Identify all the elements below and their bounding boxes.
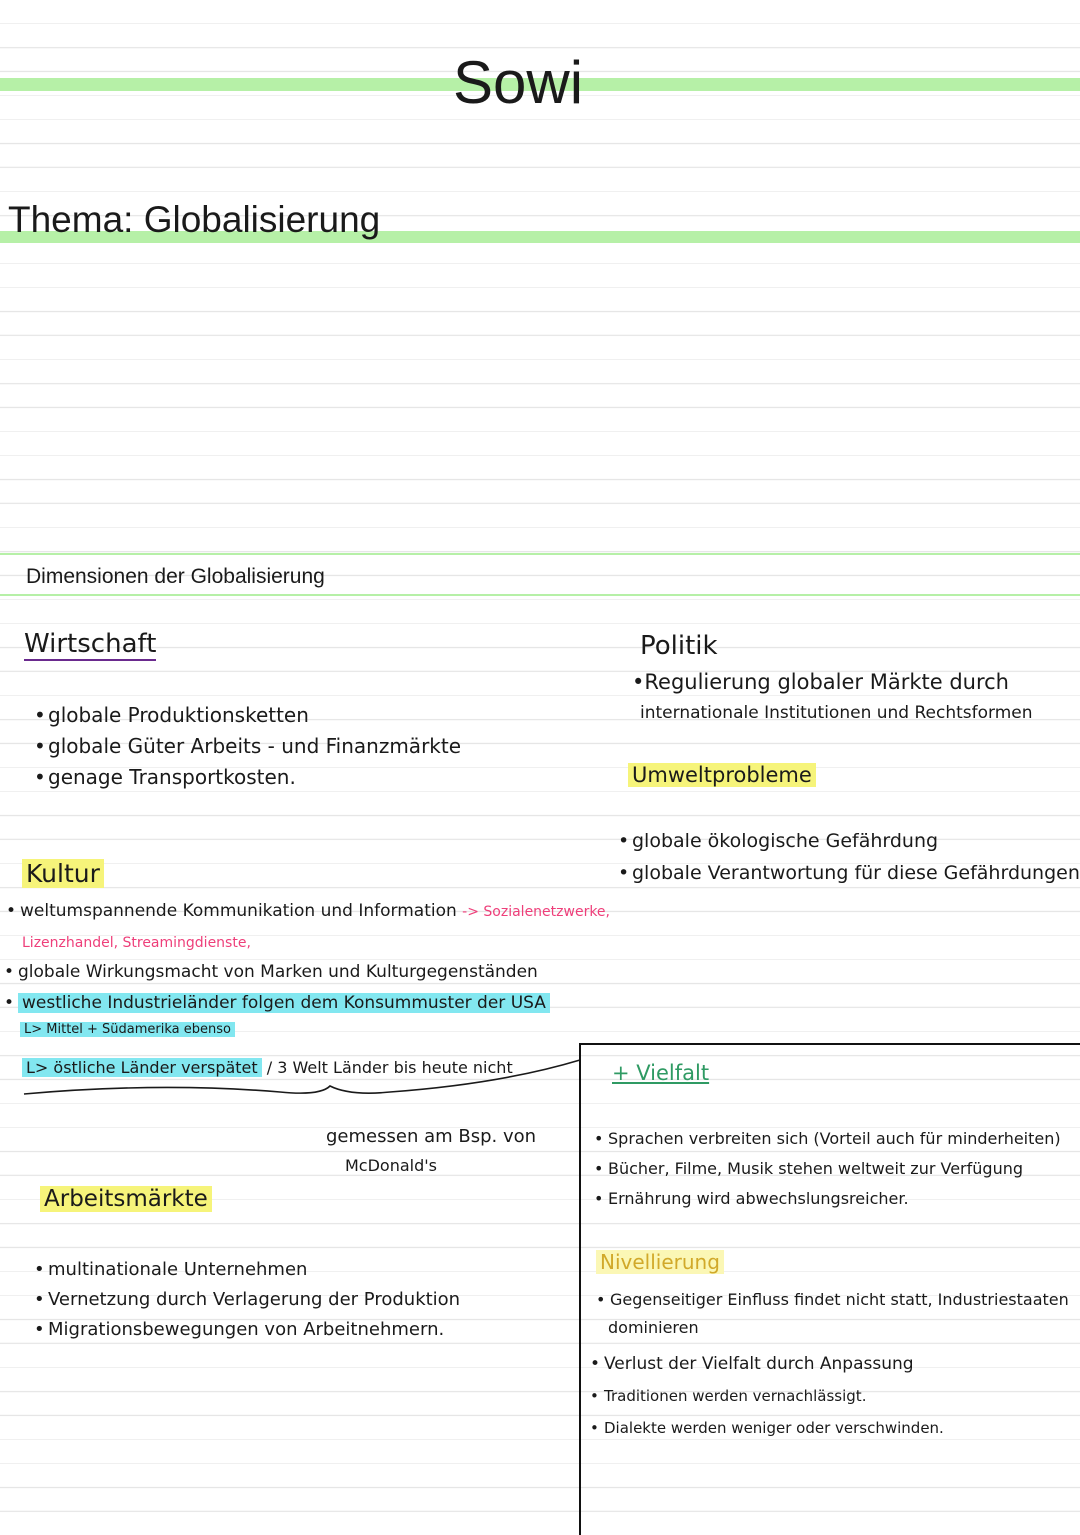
kultur-measured-2: McDonald's — [345, 1156, 437, 1175]
politik-line-1: •Regulierung globaler Märkte durch — [632, 670, 1009, 694]
nivellierung-heading — [596, 1248, 724, 1276]
list-item: • Migrationsbewegungen von Arbeitnehmern. — [34, 1319, 445, 1340]
vielfalt-heading: + Vielfalt — [612, 1061, 710, 1085]
kultur-heading — [22, 858, 104, 890]
curly-brace — [20, 1058, 600, 1098]
section-heading: Dimensionen der Globalisierung — [26, 565, 325, 588]
arbeitsmaerkte-heading — [40, 1184, 212, 1214]
politik-heading: Politik — [640, 631, 718, 661]
list-item: • globale Verantwortung für diese Gefährdungen — [618, 862, 1080, 884]
list-item: • globale Güter Arbeits - und Finanzmärkte — [34, 734, 462, 758]
kultur-line-2: Lizenzhandel, Streamingdienste, — [22, 935, 251, 951]
kultur-line-5: L> Mittel + Südamerika ebenso — [20, 1020, 235, 1040]
umwelt-list — [618, 825, 1080, 889]
list-item: • Ernährung wird abwechslungsreicher. — [594, 1189, 909, 1208]
list-item: • globale ökologische Gefährdung — [618, 830, 939, 852]
kultur-line-1-note: -> Sozialenetzwerke, — [462, 904, 610, 920]
list-item: • globale Produktionsketten — [34, 703, 309, 727]
arbeitsmaerkte-heading-text: Arbeitsmärkte — [40, 1186, 212, 1212]
arbeitsmaerkte-list — [34, 1255, 460, 1345]
list-item: • Traditionen werden vernachlässigt. — [590, 1387, 867, 1405]
kultur-heading-text: Kultur — [22, 859, 104, 888]
topic-heading: Thema: Globalisierung — [8, 199, 381, 240]
wirtschaft-heading-text: Wirtschaft — [24, 629, 157, 659]
list-item: • genage Transportkosten. — [34, 765, 296, 789]
nivellierung-item-1: • Gegenseitiger Einfluss findet nicht statt, Industriestaaten dominieren — [596, 1290, 1069, 1337]
kultur-line-6: L> östliche Länder verspätet / 3 Welt Länder bis heute nicht — [22, 1056, 513, 1080]
list-item: • Bücher, Filme, Musik stehen weltweit zur Verfügung — [594, 1159, 1023, 1178]
umwelt-heading-text: Umweltprobleme — [628, 763, 816, 787]
kultur-line-1: • weltumspannende Kommunikation und Information -> Sozialenetzwerke, — [6, 901, 610, 921]
page-title: Sowi — [453, 49, 584, 116]
nivellierung-list — [590, 1348, 944, 1444]
nivellierung-heading-text: Nivellierung — [596, 1250, 724, 1274]
list-item: • multinationale Unternehmen — [34, 1259, 308, 1280]
politik-line-2: internationale Institutionen und Rechtsformen — [640, 703, 1033, 723]
section-divider-bottom — [0, 594, 1080, 596]
wirtschaft-list — [34, 700, 461, 793]
list-item: • Dialekte werden weniger oder verschwinden. — [590, 1419, 944, 1437]
vielfalt-list — [594, 1124, 1061, 1214]
umwelt-heading — [628, 760, 816, 790]
kultur-line-4: • westliche Industrieländer folgen dem Konsummuster der USA — [4, 990, 550, 1016]
list-item: • Sprachen verbreiten sich (Vorteil auch für minderheiten) — [594, 1129, 1061, 1148]
kultur-measured-1: gemessen am Bsp. von — [326, 1126, 537, 1147]
list-item: • Verlust der Vielfalt durch Anpassung — [590, 1354, 914, 1374]
section-divider-top — [0, 553, 1080, 555]
wirtschaft-heading — [24, 628, 156, 660]
kultur-line-3: • globale Wirkungsmacht von Marken und Kulturgegenständen — [4, 962, 538, 982]
list-item: • Vernetzung durch Verlagerung der Produktion — [34, 1289, 461, 1310]
